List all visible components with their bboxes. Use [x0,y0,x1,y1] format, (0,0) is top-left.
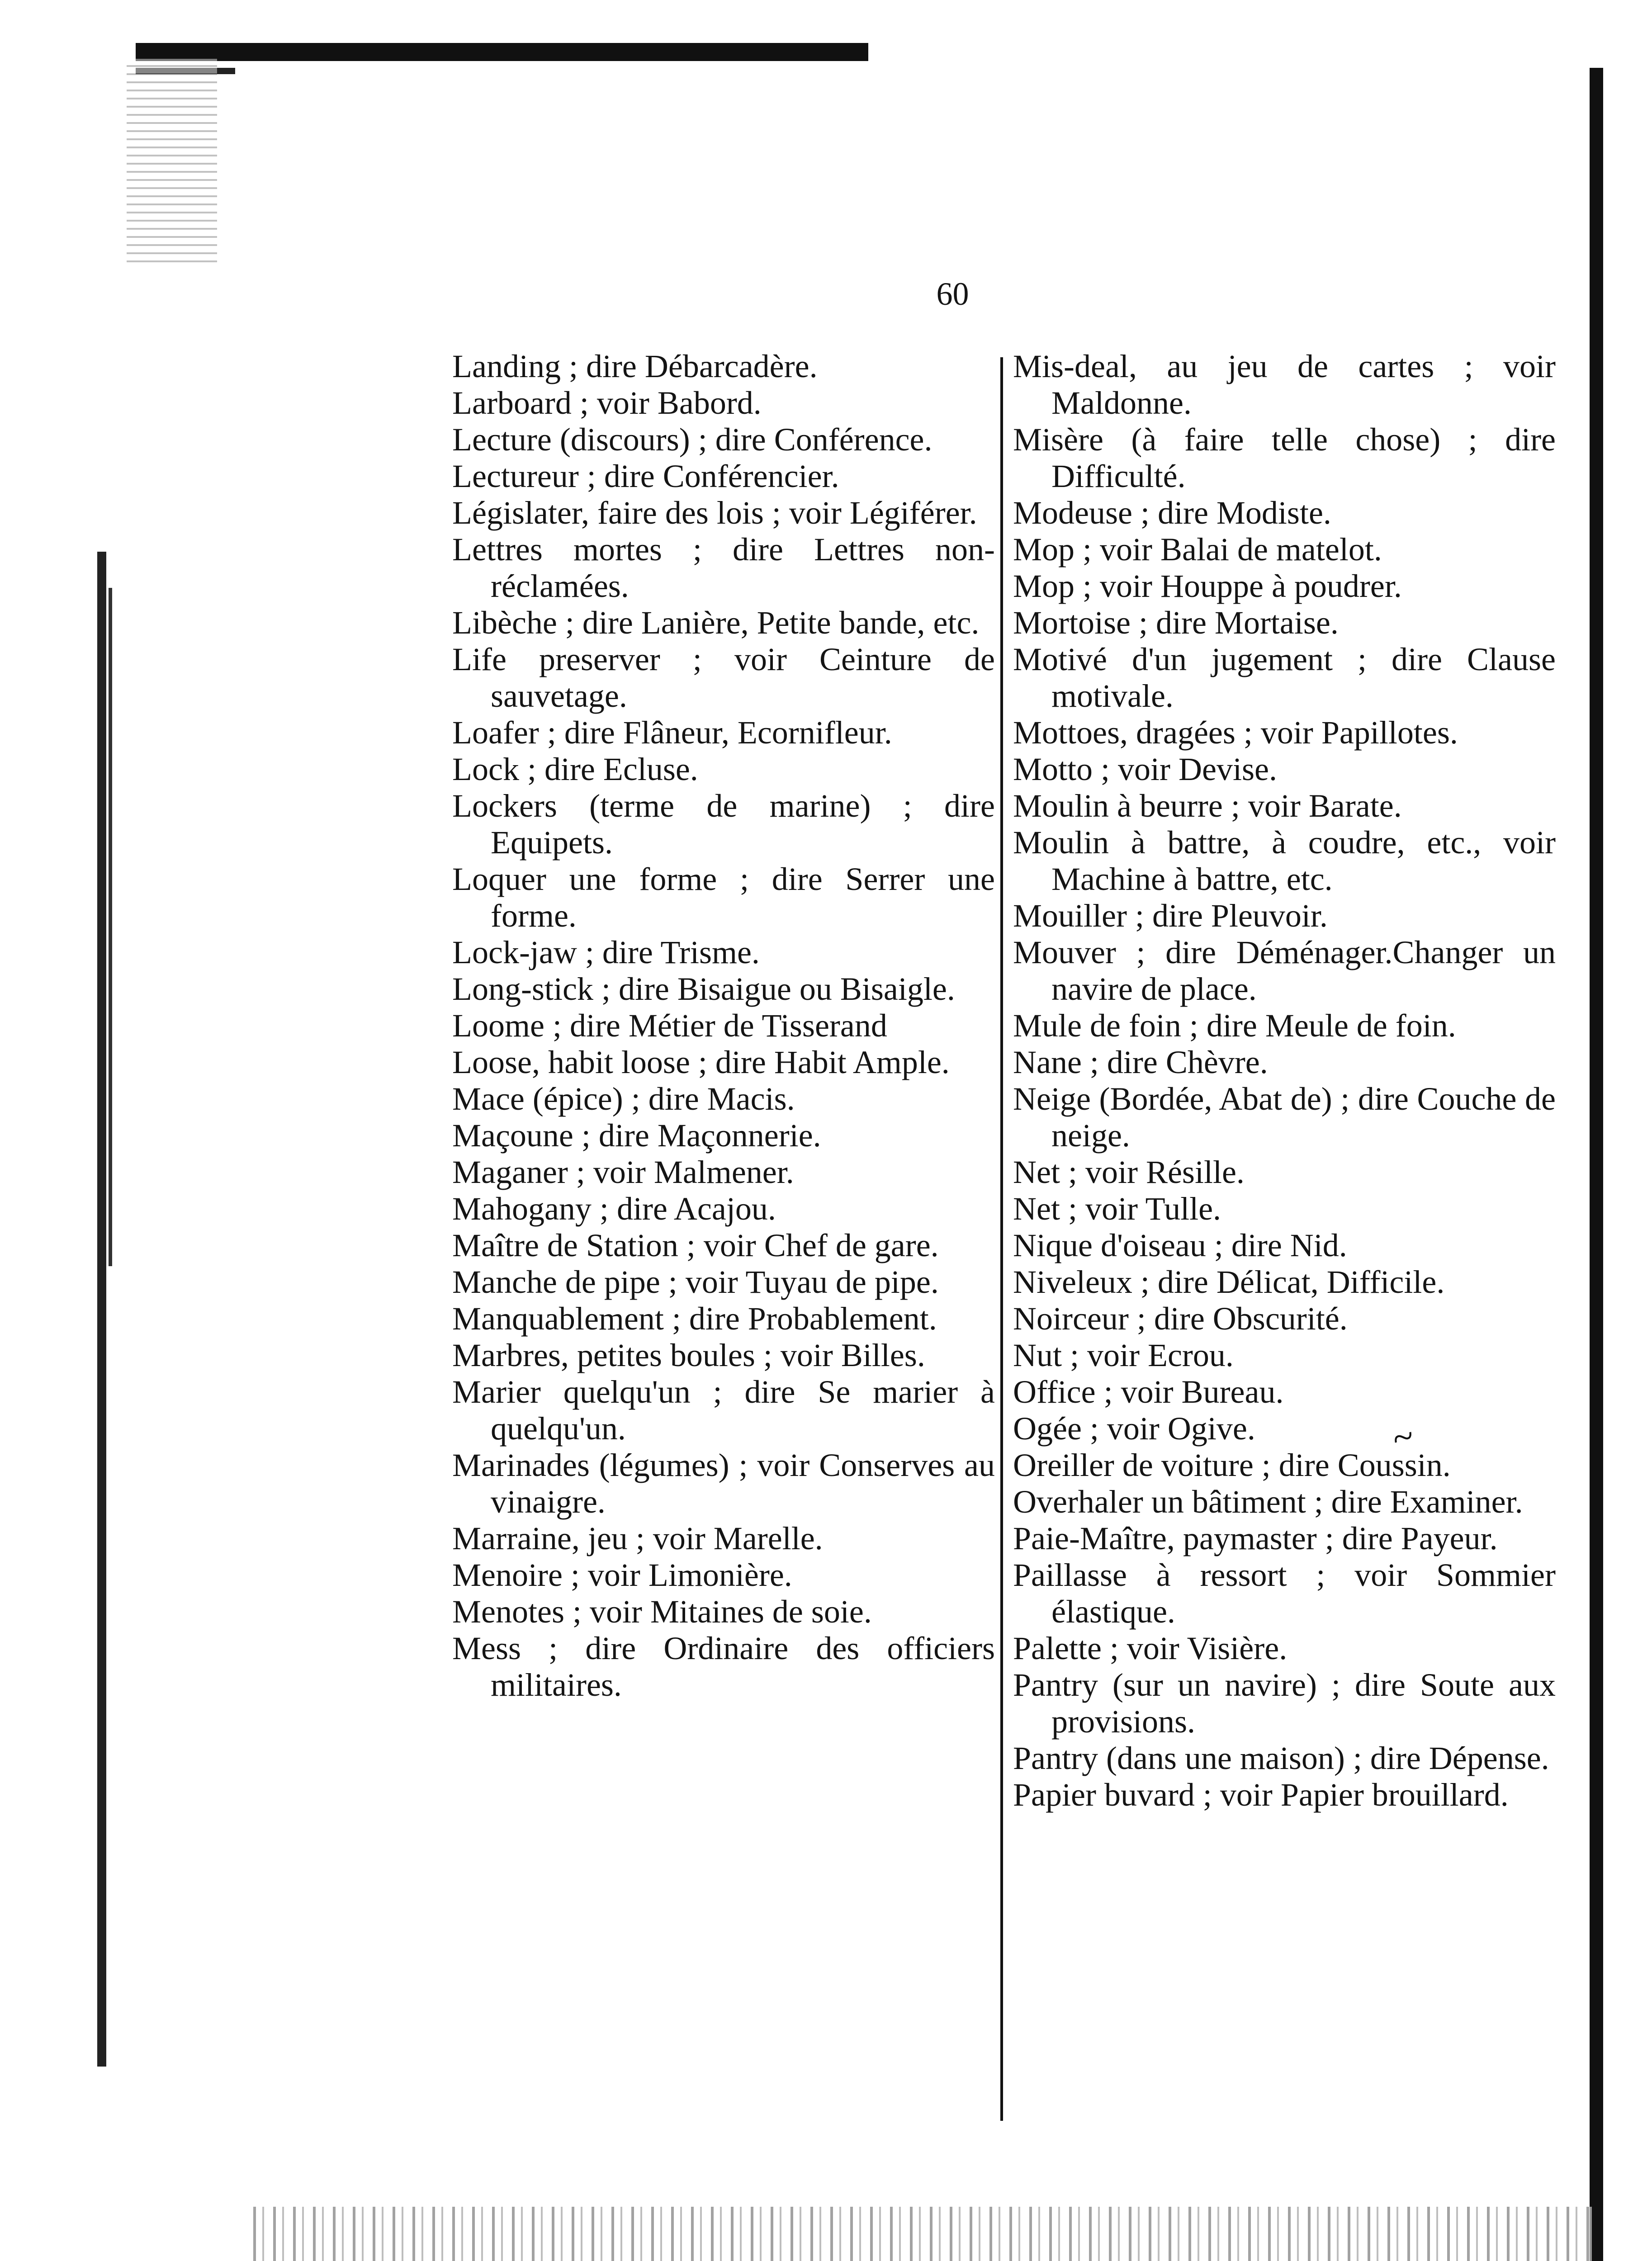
dictionary-entry: Nut ; voir Ecrou. [1013,1337,1234,1373]
dictionary-entry: Mis-deal, au jeu de cartes ; voir Maldonne. [1013,348,1556,421]
dictionary-entry: Marraine, jeu ; voir Marelle. [452,1520,823,1556]
dictionary-entry: Lecture (discours) ; dire Conférence. [452,421,933,458]
dictionary-entry: Maganer ; voir Malmener. [452,1154,794,1190]
dictionary-entry: Législater, faire des lois ; voir Légiférer. [452,495,977,531]
dictionary-entry: Loafer ; dire Flâneur, Ecornifleur. [452,714,892,751]
dictionary-entry: Net ; voir Tulle. [1013,1191,1221,1227]
dictionary-entry: Motivé d'un jugement ; dire Clause motivale. [1013,641,1556,714]
dictionary-entry: Office ; voir Bureau. [1013,1374,1284,1410]
page-number-row [0,276,1652,312]
dictionary-entry: Nique d'oiseau ; dire Nid. [1013,1227,1347,1263]
dictionary-entry: Overhaler un bâtiment ; dire Examiner. [1013,1484,1523,1520]
dictionary-entry: Ogée ; voir Ogive. [1013,1410,1255,1447]
dictionary-entry: Paillasse à ressort ; voir Sommier élastique. [1013,1557,1556,1630]
dictionary-entry: Mouver ; dire Déménager.Changer un navire de place. [1013,934,1556,1007]
dictionary-entry: Maître de Station ; voir Chef de gare. [452,1227,939,1263]
page-number: 60 [936,276,969,312]
top-rule [136,43,868,61]
dictionary-entry: Marinades (légumes) ; voir Conserves au vinaigre. [452,1447,995,1520]
dictionary-entry: Menotes ; voir Mitaines de soie. [452,1594,872,1630]
dictionary-entry: Manquablement ; dire Probablement. [452,1301,937,1337]
dictionary-entry: Nane ; dire Chèvre. [1013,1044,1268,1080]
dictionary-entry: Pantry (dans une maison) ; dire Dépense. [1013,1740,1549,1776]
dictionary-entry: Lockers (terme de marine) ; dire Equipets. [452,788,995,861]
dictionary-entry: Moulin à battre, à coudre, etc., voir Machine à battre, etc. [1013,824,1556,897]
left-column [452,348,995,1703]
dictionary-entry: Loome ; dire Métier de Tisserand [452,1008,887,1044]
column-divider [1000,357,1003,2121]
dictionary-entry: Long-stick ; dire Bisaigue ou Bisaigle. [452,971,955,1007]
dictionary-entry: Life preserver ; voir Ceinture de sauvetage. [452,641,995,714]
dictionary-entry: Moulin à beurre ; voir Barate. [1013,788,1402,824]
dictionary-entry: Net ; voir Résille. [1013,1154,1245,1190]
dictionary-entry: Paie-Maître, paymaster ; dire Payeur. [1013,1520,1498,1556]
dictionary-entry: Mule de foin ; dire Meule de foin. [1013,1008,1456,1044]
dictionary-entry: Marbres, petites boules ; voir Billes. [452,1337,925,1373]
dictionary-entry: Larboard ; voir Babord. [452,385,762,421]
dictionary-entry: Mortoise ; dire Mortaise. [1013,605,1339,641]
dictionary-entry: Noirceur ; dire Obscurité. [1013,1301,1348,1337]
dictionary-entry: Libèche ; dire Lanière, Petite bande, etc. [452,605,980,641]
scan-edge-left [97,552,106,2067]
dictionary-entry: Misère (à faire telle chose) ; dire Difficulté. [1013,421,1556,494]
dictionary-entry: Mahogany ; dire Acajou. [452,1191,776,1227]
dictionary-entry: Modeuse ; dire Modiste. [1013,495,1331,531]
dictionary-entry: Pantry (sur un navire) ; dire Soute aux provisions. [1013,1667,1556,1740]
dictionary-entry: Papier buvard ; voir Papier brouillard. [1013,1777,1509,1813]
dictionary-entry: Loose, habit loose ; dire Habit Ample. [452,1044,950,1080]
dictionary-entry: Landing ; dire Débarcadère. [452,348,818,384]
dictionary-entry: Manche de pipe ; voir Tuyau de pipe. [452,1264,939,1300]
dictionary-entry: Marier quelqu'un ; dire Se marier à quelqu'un. [452,1374,995,1447]
dictionary-entry: Mop ; voir Balai de matelot. [1013,531,1382,568]
dictionary-entry: Lettres mortes ; dire Lettres non-réclamées. [452,531,995,604]
scan-edge-left-inner [109,588,112,1266]
dictionary-entry: Lock ; dire Ecluse. [452,751,698,787]
dictionary-entry: Palette ; voir Visière. [1013,1630,1288,1666]
dictionary-entry: Menoire ; voir Limonière. [452,1557,792,1593]
scan-noise-left [127,59,217,262]
dictionary-entry: Motto ; voir Devise. [1013,751,1277,787]
dictionary-entry: Oreiller de voiture ; dire Coussin. [1013,1447,1451,1483]
scan-edge-right [1590,68,1603,2261]
dictionary-entry: Mottoes, dragées ; voir Papillotes. [1013,714,1458,751]
dictionary-entry: Neige (Bordée, Abat de) ; dire Couche de neige. [1013,1081,1556,1154]
dictionary-entry: Loquer une forme ; dire Serrer une forme. [452,861,995,934]
dictionary-entry: Lock-jaw ; dire Trisme. [452,934,760,970]
dictionary-entry: Maçoune ; dire Maçonnerie. [452,1117,821,1154]
flourish-icon: ~ [1387,1414,1419,1461]
scan-noise-bottom [253,2207,1592,2261]
dictionary-entry: Lectureur ; dire Conférencier. [452,458,839,494]
dictionary-entry: Mace (épice) ; dire Macis. [452,1081,795,1117]
dictionary-entry: Niveleux ; dire Délicat, Difficile. [1013,1264,1445,1300]
dictionary-entry: Mouiller ; dire Pleuvoir. [1013,898,1328,934]
dictionary-entry: Mop ; voir Houppe à poudrer. [1013,568,1402,604]
dictionary-entry: Mess ; dire Ordinaire des officiers militaires. [452,1630,995,1703]
right-column [1013,348,1556,1813]
